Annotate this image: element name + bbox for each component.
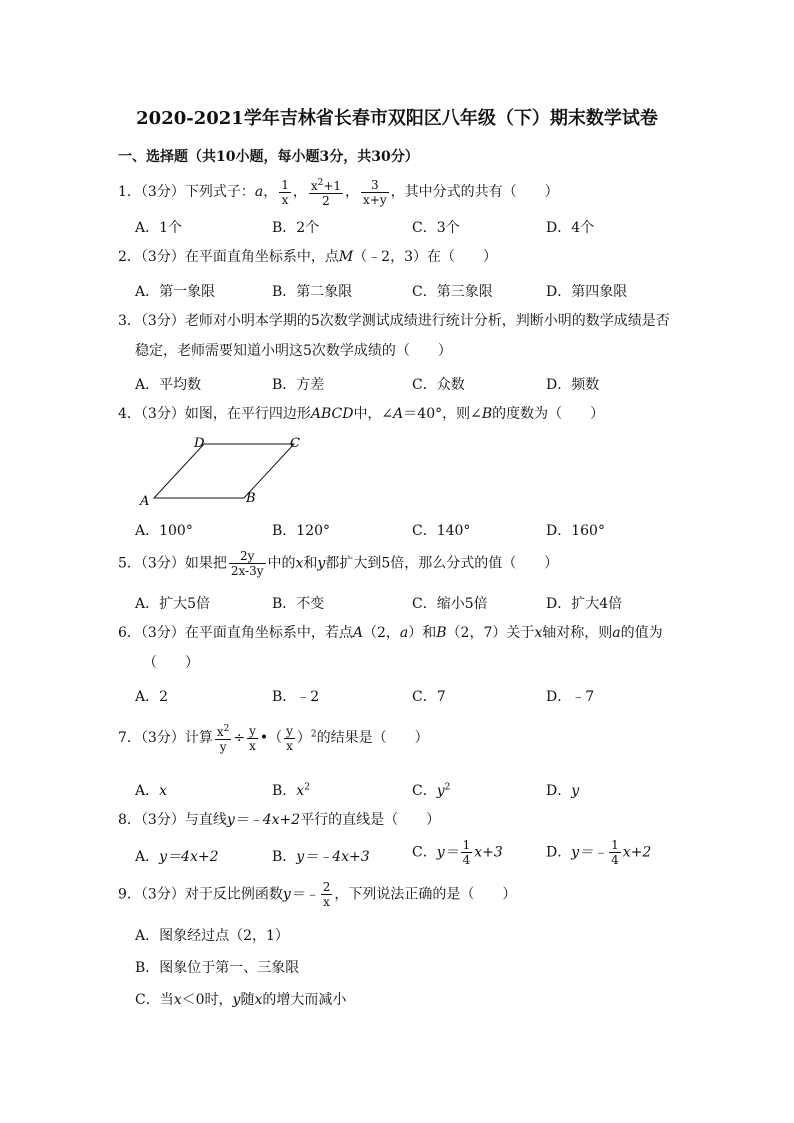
denominator: x [286, 738, 293, 753]
text: 随 [240, 992, 255, 1008]
numerator: 1 [281, 177, 289, 192]
denominator: x [249, 738, 256, 753]
text: 中的 [267, 555, 296, 572]
var-x: x [534, 625, 543, 641]
equation: y＝﹣4x+3 [296, 849, 370, 865]
fraction-2-over-x [321, 880, 333, 909]
option-label: B． [272, 849, 297, 865]
question-2 [118, 248, 497, 266]
option-label: A． [135, 849, 160, 865]
question-5-stem: 5．（3分）如果把 [118, 555, 227, 572]
option-b: B．不变 [272, 596, 325, 612]
fraction-2y-over-2x-3y [229, 549, 266, 578]
fraction-x2-over-y [215, 722, 232, 754]
numerator: 2 [322, 880, 331, 894]
question-5-tail: 都扩大到5倍，那么分式的值（ ） [325, 555, 559, 572]
question-2-stem: 2．（3分）在平面直角坐标系中，点 [118, 249, 339, 265]
option-value: y [436, 783, 445, 799]
point-b: B [436, 625, 447, 641]
text: •（ [259, 730, 283, 746]
angle-b: B [481, 406, 493, 422]
fraction-1-over-x [279, 178, 291, 207]
numerator: 1 [611, 838, 619, 852]
option-a: A．1个 [135, 220, 183, 236]
denominator: 2 [322, 194, 330, 208]
denominator: x [323, 895, 330, 909]
option-b: B．图象位于第一、三象限 [135, 960, 300, 976]
fraction-3-over-x-plus-y [361, 178, 389, 207]
exponent: 2 [310, 729, 317, 740]
text: 中，∠ [353, 406, 394, 422]
var-x: x [295, 555, 304, 572]
option-c: C．缩小5倍 [412, 596, 488, 612]
numerator: 1 [462, 838, 471, 852]
equation: y＝4x+2 [159, 849, 219, 865]
comma: ， [263, 184, 278, 200]
option-c [412, 780, 450, 800]
angle-a: A [393, 406, 404, 422]
question-2-tail: （﹣2，3）在（ ） [353, 249, 497, 265]
text: （2，7）关于 [446, 625, 535, 641]
denominator: 4 [611, 853, 619, 867]
comma: ， [345, 184, 360, 200]
question-7-stem: 7．（3分）计算 [118, 730, 213, 746]
option-a [135, 846, 218, 866]
option-d: D．﹣7 [546, 689, 595, 705]
shape-abcd: ABCD [310, 406, 354, 422]
option-value: y [571, 783, 580, 799]
option-d: D．频数 [546, 377, 600, 393]
fraction-y-over-x [247, 724, 258, 753]
question-9-tail: ，下列说法正确的是（ ） [334, 886, 517, 903]
numerator: y [249, 723, 256, 738]
var-y: y [232, 992, 241, 1008]
label-b: B [246, 491, 256, 506]
var-y: y [317, 555, 326, 572]
option-a: A．第一象限 [135, 284, 216, 300]
question-5 [118, 549, 558, 578]
label-c: C [290, 436, 300, 451]
question-6-line-2: （ ） [143, 655, 199, 671]
option-value: x [159, 783, 168, 799]
option-b: B．﹣2 [272, 689, 320, 705]
option-b: B．第二象限 [272, 284, 353, 300]
question-6 [118, 624, 663, 642]
denominator: 4 [462, 853, 471, 867]
text: 和 [303, 555, 318, 572]
equation: y＝﹣ [282, 886, 319, 903]
option-label: D． [546, 783, 572, 799]
exponent: 2 [304, 782, 310, 793]
option-label: C． [412, 783, 437, 799]
option-c: C．140° [412, 523, 471, 539]
question-8-tail: 平行的直线是（ ） [300, 812, 441, 828]
text: ＝40°，则∠ [403, 406, 482, 422]
text: 的增大而减小 [262, 992, 347, 1008]
numerator: y [286, 723, 293, 738]
question-1-stem: 1．（3分）下列式子： [118, 184, 255, 200]
option-a: A．100° [135, 523, 193, 539]
var-x: x [173, 992, 182, 1008]
text: 轴对称，则 [542, 625, 613, 641]
numerator-rest: +1 [323, 179, 342, 193]
option-b [272, 780, 310, 800]
option-d: D．4个 [546, 220, 595, 236]
numerator: 2y [229, 549, 266, 564]
section-heading: 一、选择题（共10小题，每小题3分，共30分） [118, 149, 419, 165]
option-a: A．扩大5倍 [135, 596, 211, 612]
option-d: D．160° [546, 523, 605, 539]
question-4 [118, 405, 604, 423]
point-a: A [352, 625, 363, 641]
numerator [215, 722, 232, 740]
numerator-base: x [216, 725, 224, 739]
question-9-stem: 9．（3分）对于反比例函数 [118, 886, 283, 903]
denominator: 2x-3y [230, 564, 264, 578]
option-b: B．2个 [272, 220, 320, 236]
fraction-1-over-4 [461, 838, 473, 867]
question-4-stem: 4．（3分）如图，在平行四边形 [118, 406, 311, 422]
text: C．当 [135, 992, 174, 1008]
divide-sign: ÷ [233, 730, 246, 746]
option-label: A． [135, 783, 160, 799]
text: ） [296, 730, 311, 746]
text: ＜0时， [181, 992, 233, 1008]
question-9 [118, 880, 516, 909]
denominator: x+y [363, 192, 387, 207]
numerator-base: x [310, 179, 318, 193]
var-a: a [254, 184, 264, 200]
var-x: x [254, 992, 263, 1008]
question-7-tail: 的结果是（ ） [316, 730, 429, 746]
denominator: x [281, 192, 289, 207]
var-a: a [399, 625, 409, 641]
option-label: D． [546, 844, 572, 861]
exponent: 2 [444, 782, 451, 793]
option-d [546, 838, 651, 867]
option-label: B． [272, 783, 297, 799]
option-d [546, 780, 579, 800]
question-8 [118, 811, 440, 829]
option-d: D．第四象限 [546, 284, 628, 300]
option-c: C．7 [412, 689, 446, 705]
option-c [412, 838, 503, 867]
question-3-line-1: 3．（3分）老师对小明本学期的5次数学测试成绩进行统计分析，判断小明的数学成绩是否 [118, 313, 670, 329]
option-a: A．图象经过点（2，1） [135, 928, 289, 944]
point-m: M [338, 249, 354, 265]
question-4-tail: 的度数为（ ） [492, 406, 605, 422]
question-6-stem: 6．（3分）在平面直角坐标系中，若点 [118, 625, 353, 641]
question-1 [118, 176, 559, 208]
option-a [135, 780, 167, 800]
option-b: B．方差 [272, 377, 325, 393]
label-d: D [194, 436, 205, 451]
option-b: B．120° [272, 523, 331, 539]
question-8-stem: 8．（3分）与直线 [118, 812, 227, 828]
option-c: C．3个 [412, 220, 460, 236]
comma: ， [292, 184, 307, 200]
question-7 [118, 722, 429, 754]
exponent: 2 [223, 724, 230, 734]
var-a: a [612, 625, 621, 641]
denominator: y [219, 740, 227, 754]
exponent: 2 [317, 178, 324, 188]
option-label: C． [412, 844, 437, 861]
option-a: A．平均数 [135, 377, 202, 393]
fraction-y-over-x [284, 724, 295, 753]
option-a: A．2 [135, 689, 169, 705]
question-3-line-2: 稳定，老师需要知道小明这5次数学成绩的（ ） [135, 343, 452, 359]
parallelogram-figure [136, 432, 316, 510]
question-6-tail: 的值为 [620, 625, 663, 641]
label-a: A [140, 494, 150, 509]
equation: x+3 [474, 844, 503, 861]
equation: y＝﹣ [571, 844, 608, 861]
option-b [272, 846, 370, 866]
numerator [309, 176, 343, 194]
text: ）和 [408, 625, 437, 641]
equation: x+2 [622, 844, 652, 861]
fraction-x2-plus-1 [309, 176, 343, 208]
option-c: C．众数 [412, 377, 465, 393]
text: （2， [362, 625, 400, 641]
question-1-tail: ，其中分式的共有（ ） [390, 184, 559, 200]
fraction-1-over-4 [609, 838, 621, 867]
option-value: x [296, 783, 305, 799]
option-d: D．扩大4倍 [546, 596, 623, 612]
numerator: 3 [361, 178, 389, 193]
option-c: C．第三象限 [412, 284, 493, 300]
page-title: 2020-2021学年吉林省长春市双阳区八年级（下）期末数学试卷 [136, 108, 658, 129]
equation: y＝ [436, 844, 459, 861]
option-c [135, 989, 346, 1009]
equation: y＝﹣4x+2 [226, 812, 301, 828]
